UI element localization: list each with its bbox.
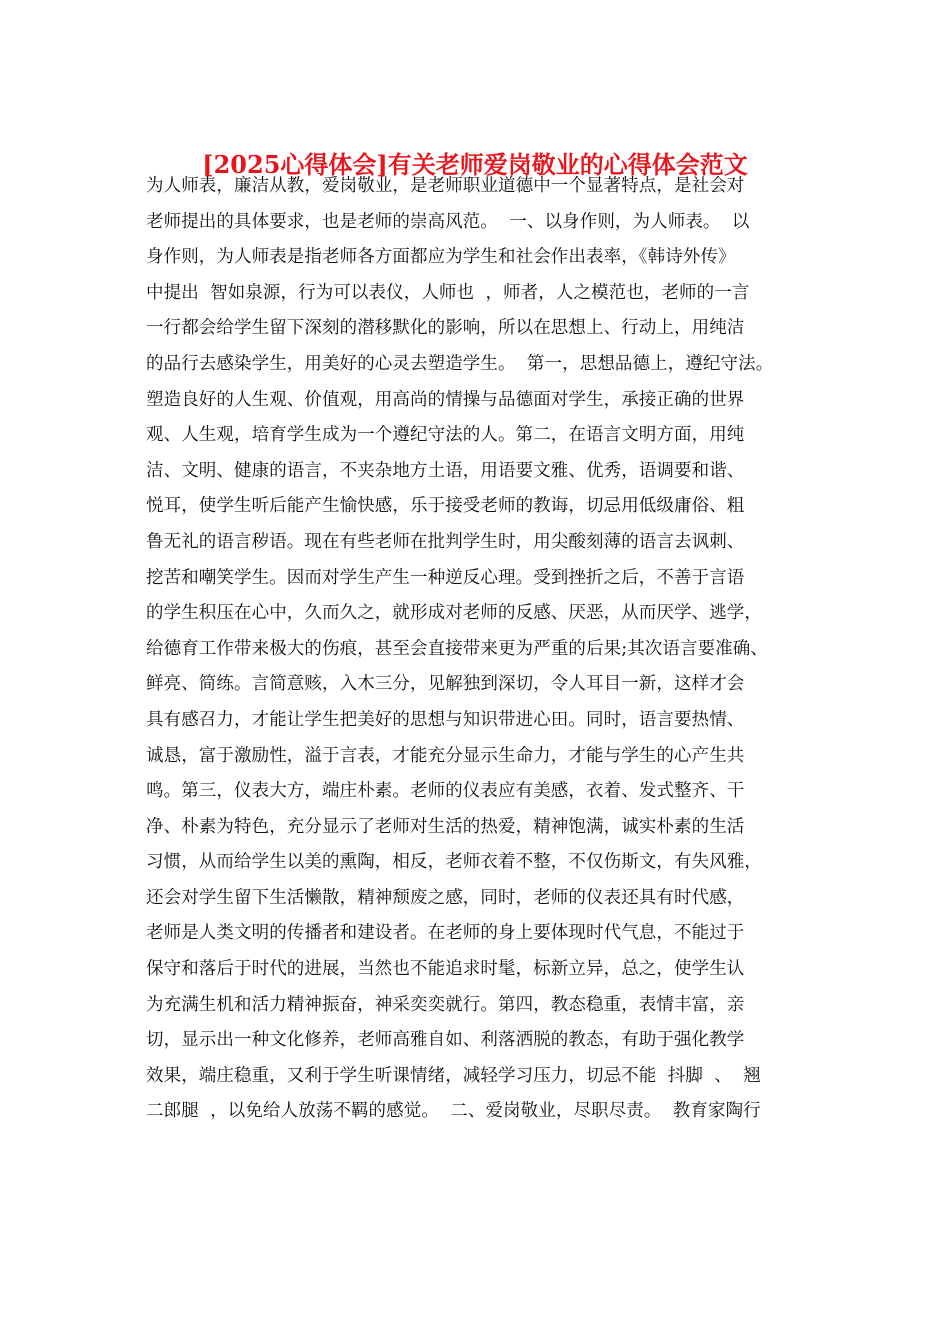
body-line: 具有感召力，才能让学生把美好的思想与知识带进心田。同时，语言要热情、 <box>146 709 745 730</box>
body-line: 观、人生观，培育学生成为一个遵纪守法的人。第二，在语言文明方面，用纯 <box>146 425 745 446</box>
body-line: 鲁无礼的语言秽语。现在有些老师在批判学生时，用尖酸刻薄的语言去讽刺、 <box>146 531 745 552</box>
body-line: 习惯，从而给学生以美的熏陶，相反，老师衣着不整，不仅伤斯文，有失风雅， <box>146 852 762 873</box>
body-line: 的学生积压在心中，久而久之，就形成对老师的反感、厌恶，从而厌学、逃学， <box>146 603 762 624</box>
body-line: 身作则，为人师表是指老师各方面都应为学生和社会作出表率，《韩诗外传》 <box>146 247 736 268</box>
body-line: 鲜亮、简练。言简意赅，入木三分，见解独到深切，令人耳目一新，这样才会 <box>146 674 745 695</box>
body-line: 为人师表，廉洁从教，爱岗敬业，是老师职业道德中一个显著特点，是社会对 <box>146 176 745 196</box>
body-line: 的品行去感染学生，用美好的心灵去塑造学生。 第一，思想品德上，遵纪守法。 <box>146 353 774 374</box>
body-line: 老师是人类文明的传播者和建设者。在老师的身上要体现时代气息，不能过于 <box>146 923 745 944</box>
body-line: 效果，端庄稳重，又利于学生听课情绪，减轻学习压力，切忌不能 抖脚 、 翘 <box>146 1065 761 1086</box>
body-line: 二郎腿 ，以免给人放荡不羁的感觉。 二、爱岗敬业，尽职尽责。 教育家陶行 <box>146 1101 761 1122</box>
body-line: 为充满生机和活力精神振奋，神采奕奕就行。第四，教态稳重，表情丰富，亲 <box>146 994 745 1015</box>
document-title: [2025心得体会]有关老师爱岗敬业的心得体会范文 <box>202 150 748 179</box>
body-line: 诚恳，富于激励性，溢于言表，才能充分显示生命力，才能与学生的心产生共 <box>146 745 745 766</box>
body-line: 切，显示出一种文化修养，老师高雅自如、利落洒脱的教态，有助于强化教学 <box>146 1030 745 1051</box>
body-line: 净、朴素为特色，充分显示了老师对生活的热爱，精神饱满，诚实朴素的生活 <box>146 816 745 837</box>
body-line: 塑造良好的人生观、价值观，用高尚的情操与品德面对学生，承接正确的世界 <box>146 389 745 410</box>
body-line: 老师提出的具体要求，也是老师的崇高风范。 一、以身作则，为人师表。 以 <box>146 211 750 232</box>
body-line: 悦耳，使学生听后能产生愉快感，乐于接受老师的教诲，切忌用低级庸俗、粗 <box>146 496 745 517</box>
body-line: 保守和落后于时代的进展，当然也不能追求时髦，标新立异，总之，使学生认 <box>146 959 745 980</box>
body-line: 给德育工作带来极大的伤痕，甚至会直接带来更为严重的后果;其次语言要准确、 <box>146 638 768 659</box>
body-line: 挖苦和嘲笑学生。因而对学生产生一种逆反心理。受到挫折之后，不善于言语 <box>146 567 745 588</box>
body-line: 还会对学生留下生活懒散，精神颓废之感，同时，老师的仪表还具有时代感， <box>146 887 745 908</box>
body-line: 洁、文明、健康的语言，不夹杂地方土语，用语要文雅、优秀，语调要和谐、 <box>146 460 745 481</box>
body-line: 一行都会给学生留下深刻的潜移默化的影响，所以在思想上、行动上，用纯洁 <box>146 318 745 339</box>
body-line: 中提出 智如泉源，行为可以表仪，人师也 ，师者，人之模范也，老师的一言 <box>146 282 750 303</box>
document-body <box>146 169 846 1130</box>
body-line: 鸣。第三，仪表大方，端庄朴素。老师的仪表应有美感，衣着、发式整齐、干 <box>146 781 745 802</box>
